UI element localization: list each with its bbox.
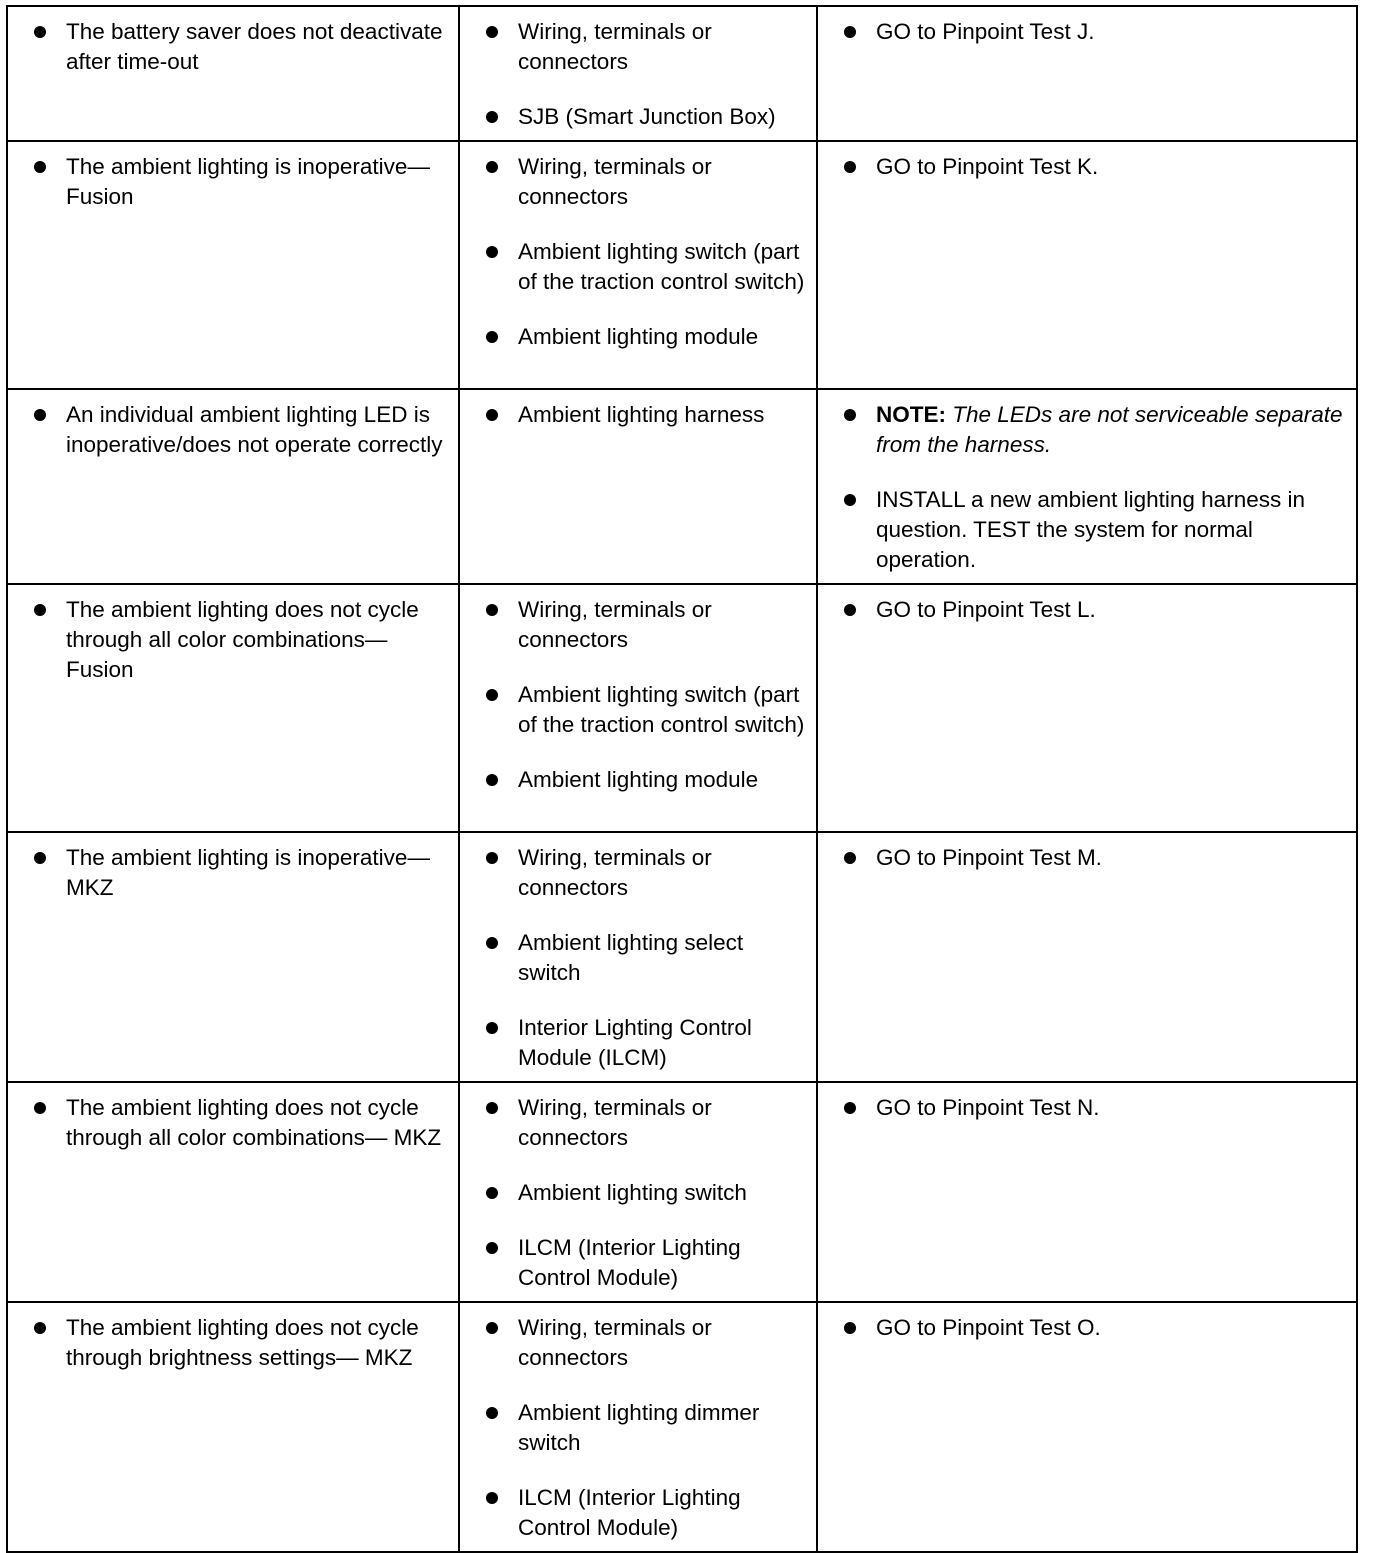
list-item <box>460 1013 808 1073</box>
list-item <box>460 928 808 988</box>
source-text: Ambient lighting module <box>518 324 759 349</box>
source-cell <box>459 1082 817 1302</box>
list-item <box>8 152 450 212</box>
list-item <box>8 595 450 685</box>
condition-text: The ambient lighting does not cycle through all color combinations— Fusion <box>66 597 419 682</box>
action-cell <box>817 832 1357 1082</box>
list-item <box>8 17 450 77</box>
bullet-icon <box>34 1322 46 1334</box>
source-text: Ambient lighting select switch <box>518 930 744 985</box>
bullet-icon <box>486 111 498 123</box>
bullet-icon <box>486 409 498 421</box>
bullet-icon <box>486 1187 498 1199</box>
action-text: GO to Pinpoint Test L. <box>876 597 1096 622</box>
source-cell <box>459 1302 817 1552</box>
source-text: SJB (Smart Junction Box) <box>518 104 776 129</box>
source-cell <box>459 389 817 584</box>
note-item <box>818 400 1348 460</box>
bullet-icon <box>844 494 856 506</box>
list-item <box>818 1093 1348 1123</box>
bullet-icon <box>486 1322 498 1334</box>
source-text: Wiring, terminals or connectors <box>518 1315 712 1370</box>
condition-text: The ambient lighting is inoperative— Fusion <box>66 154 430 209</box>
bullet-icon <box>34 409 46 421</box>
bullet-icon <box>486 1242 498 1254</box>
bullet-icon <box>486 604 498 616</box>
bullet-icon <box>34 1102 46 1114</box>
bullet-icon <box>486 26 498 38</box>
action-cell <box>817 1302 1357 1552</box>
list-item <box>818 1313 1348 1343</box>
note-label: NOTE: <box>876 402 946 427</box>
condition-cell <box>7 6 459 141</box>
list-item <box>818 485 1348 575</box>
list-item <box>818 152 1348 182</box>
action-text: GO to Pinpoint Test J. <box>876 19 1095 44</box>
bullet-icon <box>34 852 46 864</box>
condition-text: The ambient lighting is inoperative— MKZ <box>66 845 430 900</box>
source-text: ILCM (Interior Lighting Control Module) <box>518 1485 741 1540</box>
bullet-icon <box>844 1322 856 1334</box>
source-text: Wiring, terminals or connectors <box>518 597 712 652</box>
source-text: ILCM (Interior Lighting Control Module) <box>518 1235 741 1290</box>
list-item <box>818 843 1348 873</box>
bullet-icon <box>34 161 46 173</box>
bullet-icon <box>486 852 498 864</box>
action-cell <box>817 141 1357 389</box>
source-text: Ambient lighting switch (part of the traction control switch) <box>518 682 805 737</box>
list-item <box>8 843 450 903</box>
source-text: Wiring, terminals or connectors <box>518 154 712 209</box>
bullet-icon <box>844 409 856 421</box>
bullet-icon <box>844 604 856 616</box>
list-item <box>460 400 808 430</box>
source-text: Ambient lighting switch (part of the traction control switch) <box>518 239 805 294</box>
bullet-icon <box>844 852 856 864</box>
source-text: Ambient lighting module <box>518 767 759 792</box>
source-cell <box>459 832 817 1082</box>
bullet-icon <box>844 161 856 173</box>
condition-text: The ambient lighting does not cycle through brightness settings— MKZ <box>66 1315 419 1370</box>
table-row <box>7 141 1357 389</box>
source-text: Wiring, terminals or connectors <box>518 19 712 74</box>
list-item <box>460 152 808 212</box>
bullet-icon <box>486 1492 498 1504</box>
condition-cell <box>7 1302 459 1552</box>
list-item <box>460 322 808 352</box>
condition-text: An individual ambient lighting LED is inoperative/does not operate correctly <box>66 402 443 457</box>
table-row <box>7 832 1357 1082</box>
note-text: The LEDs are not serviceable separate from the harness. <box>876 402 1343 457</box>
table-row <box>7 584 1357 832</box>
table-row <box>7 1082 1357 1302</box>
source-cell <box>459 141 817 389</box>
action-text: INSTALL a new ambient lighting harness in question. TEST the system for normal operation. <box>876 487 1305 572</box>
bullet-icon <box>486 1407 498 1419</box>
bullet-icon <box>486 161 498 173</box>
source-text: Ambient lighting dimmer switch <box>518 1400 760 1455</box>
action-text: GO to Pinpoint Test O. <box>876 1315 1101 1340</box>
bullet-icon <box>486 1022 498 1034</box>
list-item <box>460 1313 808 1373</box>
bullet-icon <box>34 26 46 38</box>
list-item <box>8 1313 450 1373</box>
source-text: Ambient lighting harness <box>518 402 765 427</box>
bullet-icon <box>34 604 46 616</box>
action-cell <box>817 1082 1357 1302</box>
condition-cell <box>7 1082 459 1302</box>
action-cell <box>817 389 1357 584</box>
list-item <box>818 17 1348 47</box>
bullet-icon <box>844 1102 856 1114</box>
list-item <box>460 680 808 740</box>
list-item <box>460 102 808 132</box>
list-item <box>460 843 808 903</box>
action-cell <box>817 6 1357 141</box>
action-text: GO to Pinpoint Test M. <box>876 845 1102 870</box>
list-item <box>8 1093 450 1153</box>
table-row <box>7 1302 1357 1552</box>
list-item <box>818 595 1348 625</box>
condition-text: The battery saver does not deactivate after time-out <box>66 19 443 74</box>
list-item <box>460 237 808 297</box>
list-item <box>460 1398 808 1458</box>
bullet-icon <box>844 26 856 38</box>
bullet-icon <box>486 937 498 949</box>
source-text: Wiring, terminals or connectors <box>518 845 712 900</box>
list-item <box>460 1093 808 1153</box>
list-item <box>460 17 808 77</box>
condition-cell <box>7 832 459 1082</box>
bullet-icon <box>486 1102 498 1114</box>
source-text: Wiring, terminals or connectors <box>518 1095 712 1150</box>
condition-text: The ambient lighting does not cycle through all color combinations— MKZ <box>66 1095 442 1150</box>
condition-cell <box>7 389 459 584</box>
bullet-icon <box>486 689 498 701</box>
list-item <box>460 1233 808 1293</box>
bullet-icon <box>486 331 498 343</box>
table-row <box>7 389 1357 584</box>
list-item <box>8 400 450 460</box>
list-item <box>460 1178 808 1208</box>
list-item <box>460 765 808 795</box>
action-text: GO to Pinpoint Test N. <box>876 1095 1100 1120</box>
condition-cell <box>7 584 459 832</box>
list-item <box>460 595 808 655</box>
bullet-icon <box>486 246 498 258</box>
action-cell <box>817 584 1357 832</box>
source-text: Interior Lighting Control Module (ILCM) <box>518 1015 752 1070</box>
condition-cell <box>7 141 459 389</box>
source-cell <box>459 584 817 832</box>
source-cell <box>459 6 817 141</box>
bullet-icon <box>486 774 498 786</box>
source-text: Ambient lighting switch <box>518 1180 747 1205</box>
symptom-chart-table <box>6 5 1358 1553</box>
list-item <box>460 1483 808 1543</box>
action-text: GO to Pinpoint Test K. <box>876 154 1099 179</box>
table-row <box>7 6 1357 141</box>
